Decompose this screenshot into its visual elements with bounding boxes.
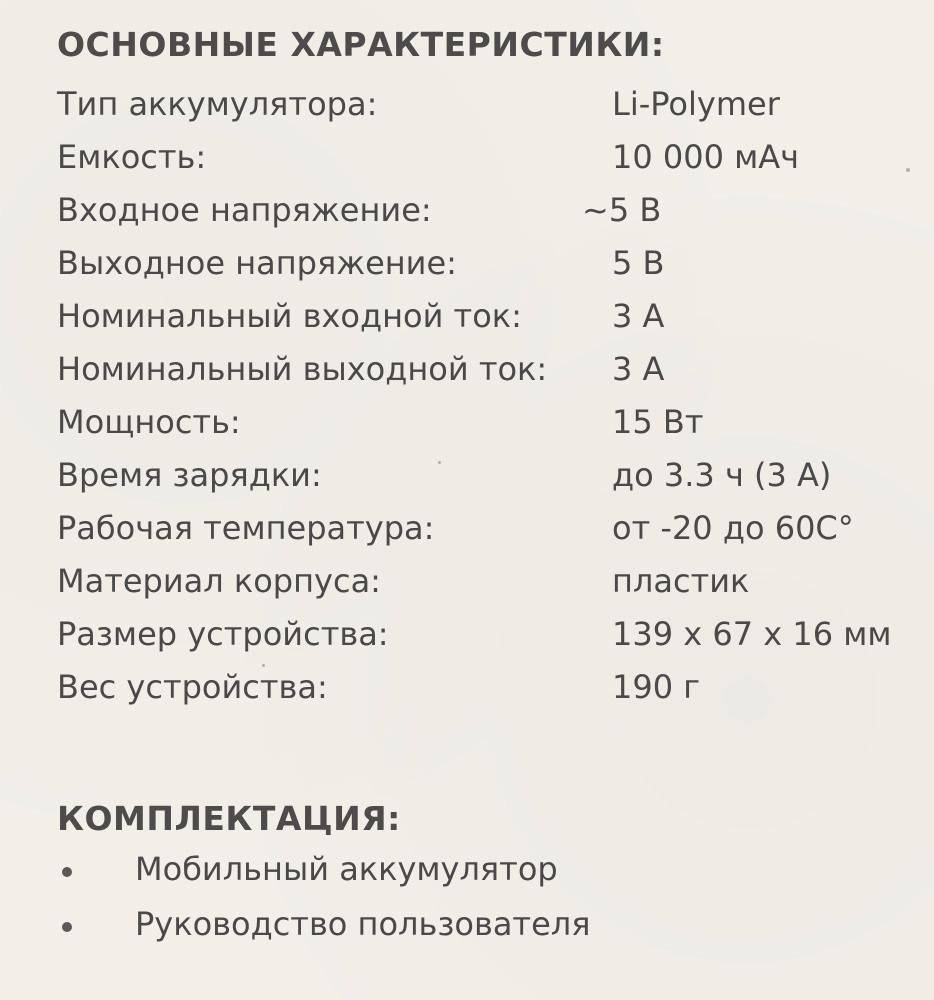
kit-heading: КОМПЛЕКТАЦИЯ: xyxy=(57,799,401,838)
spec-value: Li-Polymer xyxy=(612,85,780,123)
spec-value: ~5 В xyxy=(582,191,662,229)
kit-item-label: Руководство пользователя xyxy=(135,905,591,943)
spec-value: 190 г xyxy=(612,668,701,706)
spec-label: Тип аккумулятора: xyxy=(57,85,378,123)
spec-value: 3 А xyxy=(612,297,665,335)
spec-value: 10 000 мАч xyxy=(612,138,800,176)
kit-item-label: Мобильный аккумулятор xyxy=(135,850,558,888)
spec-value: 3 А xyxy=(612,350,665,388)
spec-value: 15 Вт xyxy=(612,403,704,441)
spec-row xyxy=(0,562,934,619)
spec-row xyxy=(0,297,934,354)
spec-value: от -20 до 60С° xyxy=(612,509,854,547)
spec-row xyxy=(0,403,934,460)
spec-row xyxy=(0,85,934,142)
spec-value: пластик xyxy=(612,562,750,600)
spec-label: Рабочая температура: xyxy=(57,509,435,547)
spec-row xyxy=(0,138,934,195)
spec-label: Выходное напряжение: xyxy=(57,244,457,282)
spec-row xyxy=(0,668,934,725)
spec-row xyxy=(0,350,934,407)
specs-heading: ОСНОВНЫЕ ХАРАКТЕРИСТИКИ: xyxy=(57,25,665,64)
spec-row xyxy=(0,456,934,513)
spec-value: 5 В xyxy=(612,244,665,282)
spec-value: 139 х 67 х 16 мм xyxy=(612,615,892,653)
spec-row xyxy=(0,191,934,248)
spec-row xyxy=(0,615,934,672)
spec-label: Мощность: xyxy=(57,403,241,441)
bullet-icon xyxy=(62,867,72,877)
spec-label: Материал корпуса: xyxy=(57,562,381,600)
spec-label: Емкость: xyxy=(57,138,207,176)
bullet-icon xyxy=(62,922,72,932)
list-item xyxy=(0,905,934,958)
spec-row xyxy=(0,509,934,566)
spec-row xyxy=(0,244,934,301)
spec-label: Вес устройства: xyxy=(57,668,328,706)
spec-label: Входное напряжение: xyxy=(57,191,432,229)
spec-label: Время зарядки: xyxy=(57,456,322,494)
spec-value: до 3.3 ч (3 А) xyxy=(612,456,832,494)
spec-label: Номинальный выходной ток: xyxy=(57,350,548,388)
list-item xyxy=(0,850,934,903)
spec-label: Номинальный входной ток: xyxy=(57,297,522,335)
spec-label: Размер устройства: xyxy=(57,615,389,653)
